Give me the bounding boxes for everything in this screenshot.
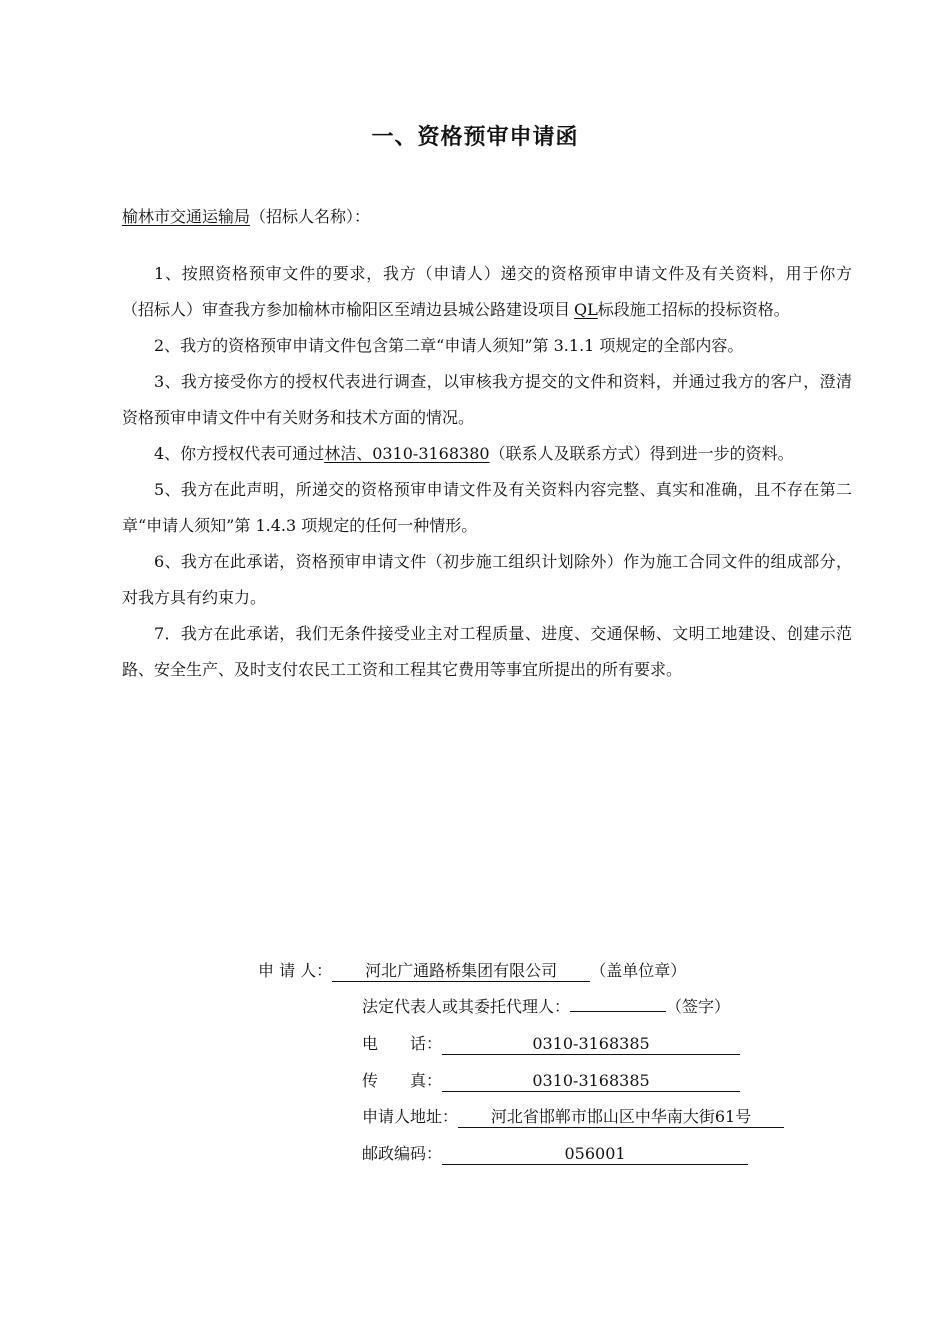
- postcode-row: [362, 1141, 748, 1165]
- addressee-line: [122, 204, 370, 227]
- addressee-suffix: （招标人名称）：: [250, 207, 371, 226]
- addressee-name: 榆林市交通运输局: [122, 207, 251, 226]
- letter-body: [122, 256, 852, 688]
- applicant-suffix: （盖单位章）: [590, 961, 687, 980]
- legal-rep-row: [362, 994, 730, 1017]
- page-title: 一、资格预审申请函: [371, 125, 579, 150]
- legal-rep-label: 法定代表人或其委托代理人：: [362, 997, 571, 1016]
- address-value: 河北省邯郸市邯山区中华南大街61号: [458, 1107, 784, 1128]
- legal-rep-signature-line: [570, 1011, 666, 1012]
- paragraph-6: 6、我方在此承诺，资格预审申请文件（初步施工组织计划除外）作为施工合同文件的组成部分，对我方具有约束力。: [122, 552, 852, 607]
- applicant-value: 河北广通路桥集团有限公司: [332, 961, 590, 982]
- paragraph-2: 2、我方的资格预审申请文件包含第二章“申请人须知”第 3.1.1 项规定的全部内容。: [154, 336, 744, 355]
- phone-row: [362, 1031, 740, 1055]
- fax-row: [362, 1068, 740, 1092]
- paragraph-1-text-a: 1、按照资格预审文件的要求，我方（申请人）递交的资格预审申请文件及有关资料，用于你方（招标人）审查我方参加榆林市榆阳区至靖边县城公路建设项目: [122, 264, 852, 319]
- section-code: QL: [574, 300, 598, 319]
- applicant-label: 申 请 人：: [258, 961, 333, 980]
- applicant-row: [258, 958, 686, 982]
- paragraph-3: 3、我方接受你方的授权代表进行调查，以审核我方提交的文件和资料，并通过我方的客户，澄清资格预审申请文件中有关财务和技术方面的情况。: [122, 372, 852, 427]
- paragraph-7: 7．我方在此承诺，我们无条件接受业主对工程质量、进度、交通保畅、文明工地建设、创建示范路、安全生产、及时支付农民工工资和工程其它费用等事宜所提出的所有要求。: [122, 624, 852, 679]
- contact-info: 林洁、0310-3168380: [324, 444, 490, 463]
- phone-value: 0310-3168385: [442, 1034, 740, 1055]
- fax-label: 传 真：: [362, 1071, 443, 1090]
- paragraph-4: [122, 436, 852, 472]
- phone-label: 电 话：: [362, 1034, 443, 1053]
- paragraph-4-text-b: （联系人及联系方式）得到进一步的资料。: [489, 444, 794, 463]
- postcode-label: 邮政编码：: [362, 1144, 443, 1163]
- paragraph-1-text-b: 标段施工招标的投标资格。: [597, 300, 790, 319]
- fax-value: 0310-3168385: [442, 1071, 740, 1092]
- postcode-value: 056001: [442, 1144, 748, 1165]
- legal-rep-suffix: （签字）: [666, 997, 731, 1016]
- address-label: 申请人地址：: [362, 1107, 459, 1126]
- paragraph-5: 5、我方在此声明，所递交的资格预审申请文件及有关资料内容完整、真实和准确，且不存在第二章“申请人须知”第 1.4.3 项规定的任何一种情形。: [122, 480, 852, 535]
- paragraph-1: [122, 256, 852, 328]
- address-row: [362, 1104, 784, 1128]
- paragraph-4-text-a: 4、你方授权代表可通过: [154, 444, 325, 463]
